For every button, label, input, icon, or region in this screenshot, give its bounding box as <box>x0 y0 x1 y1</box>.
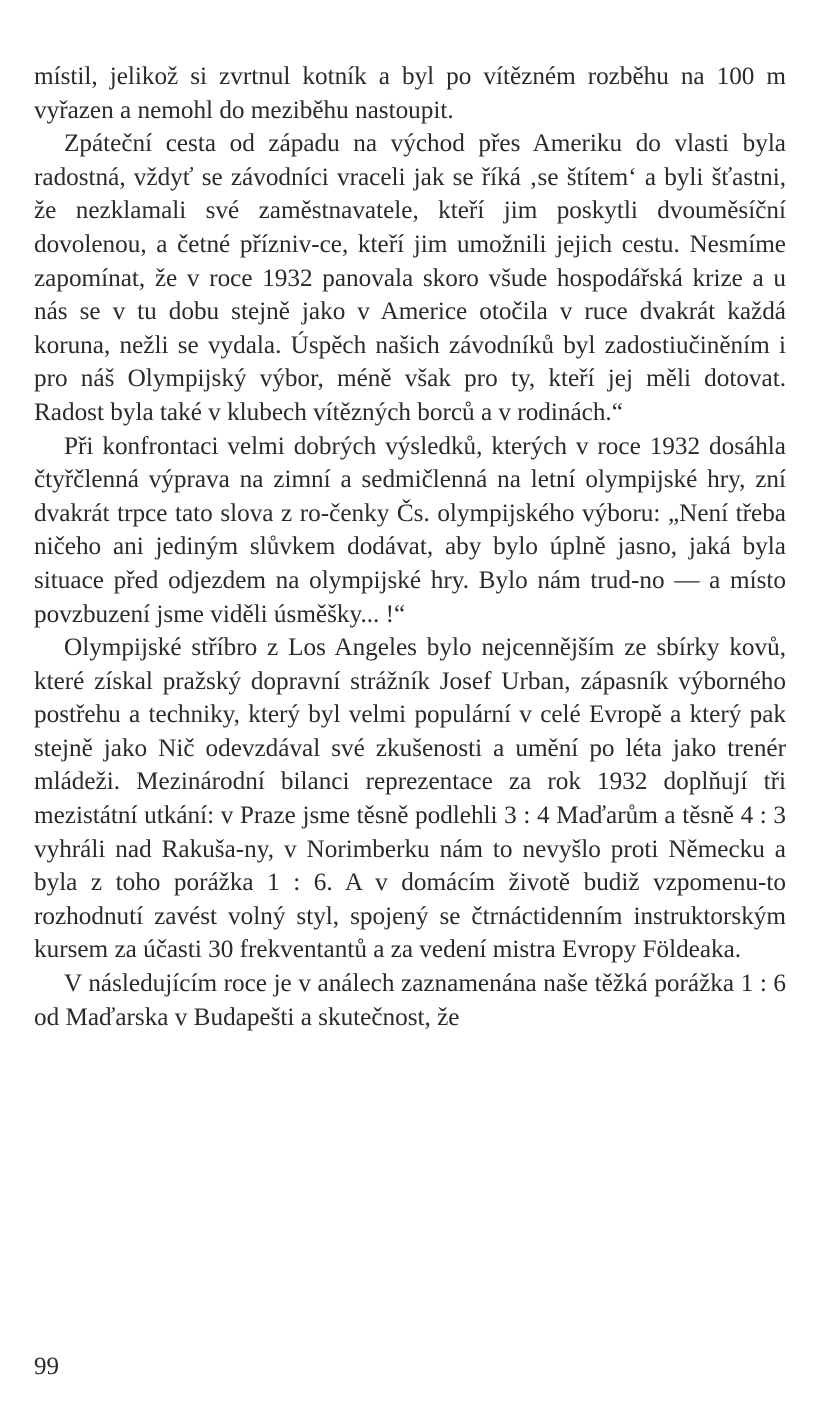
paragraph-5: V následujícím roce je v análech zaznamenána naše těžká porážka 1 : 6 od Maďarska v Budapešti a skutečnost, že <box>34 970 786 1031</box>
paragraph-1: místil, jelikož si zvrtnul kotník a byl po vítězném rozběhu na 100 m vyřazen a nemohl do meziběhu nastoupit. <box>34 63 786 124</box>
page-number: 99 <box>34 1353 59 1380</box>
page-body <box>34 60 786 1034</box>
paragraph-4: Olympijské stříbro z Los Angeles bylo nejcennějším ze sbírky kovů, které získal pražský dopravní strážník Josef Urban, zápasník výborného postřehu a techniky, který byl velmi populární v celé Evropě a který pak stejně jako Nič odevzdával své zkušenosti a umění po léta jako trenér mládeži. Mezinárodní bilanci reprezentace za rok 1932 doplňují tři mezistátní utkání: v Praze jsme těsně podlehli 3 : 4 Maďarům a těsně 4 : 3 vyhráli nad Rakuša-ny, v Norimberku nám to nevyšlo proti Německu a byla z toho porážka 1 : 6. A v domácím životě budiž vzpomenu-to rozhodnutí zavést volný styl, spojený se čtrnáctidenním instruktorským kursem za účasti 30 frekventantů a za vedení mistra Evropy Földeaka. <box>34 634 786 964</box>
paragraph-3: Při konfrontaci velmi dobrých výsledků, kterých v roce 1932 dosáhla čtyřčlenná výprava na zimní a sedmičlenná na letní olympijské hry, zní dvakrát trpce tato slova z ro-čenky Čs. olympijského výboru: „Není třeba ničeho ani jediným slůvkem dodávat, aby bylo úplně jasno, jaká byla situace před odjezdem na olympijské hry. Bylo nám trud-no — a místo povzbuzení jsme viděli úsměšky... !“ <box>34 432 786 628</box>
paragraph-2: Zpáteční cesta od západu na východ přes Ameriku do vlasti byla radostná, vždyť se závodníci vraceli jak se říká ‚se štítem‘ a byli šťastni, že nezklamali své zaměstnavatele, kteří jim poskytli dvouměsíční dovolenou, a četné přízniv-ce, kteří jim umožnili jejich cestu. Nesmíme zapomínat, že v roce 1932 panovala skoro všude hospodářská krize a u nás se v tu dobu stejně jako v Americe otočila v ruce dvakrát každá koruna, nežli se vydala. Úspěch našich závodníků byl zadostiučiněním i pro náš Olympijský výbor, méně však pro ty, kteří jej měli dotovat. Radost byla také v klubech vítězných borců a v rodinách.“ <box>34 130 786 426</box>
